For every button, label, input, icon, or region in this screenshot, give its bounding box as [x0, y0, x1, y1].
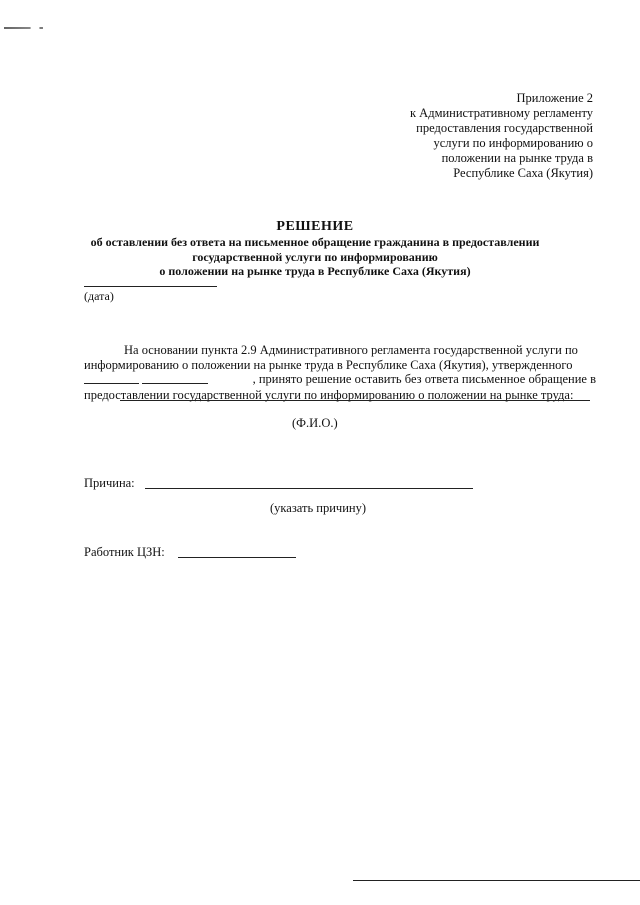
reason-label: Причина:	[84, 476, 135, 490]
appendix-line: Приложение 2	[516, 91, 593, 105]
title-sub-line: об оставлении без ответа на письменное обращение гражданина в предоставлении	[90, 235, 540, 249]
footer-divider	[353, 880, 640, 881]
fio-field-line[interactable]	[120, 400, 590, 401]
scan-artifact	[4, 27, 48, 29]
date-field-line[interactable]	[84, 286, 217, 287]
appendix-line: услуги по информированию о	[433, 136, 593, 150]
body-line: информированию о положении на рынке труда в Республике Саха (Якутия), утвержденного	[84, 357, 573, 372]
worker-label: Работник ЦЗН:	[84, 545, 165, 559]
reason-caption: (указать причину)	[270, 501, 367, 515]
appendix-line: предоставления государственной	[416, 121, 593, 135]
appendix-line: к Административному регламенту	[409, 106, 593, 120]
appendix-line: положении на рынке труда в	[441, 151, 593, 165]
appendix-line: Республике Саха (Якутия)	[453, 166, 593, 180]
fio-caption: (Ф.И.О.)	[292, 416, 338, 430]
title-main: РЕШЕНИЕ	[276, 219, 354, 234]
document-title	[60, 219, 570, 279]
appendix-reference	[333, 91, 593, 181]
title-sub-line: о положении на рынке труда в Республике Саха (Якутия)	[159, 264, 471, 278]
decision-body	[84, 343, 596, 402]
date-caption: (дата)	[84, 289, 114, 303]
title-sub-line: государственной услуги по информированию	[192, 249, 438, 264]
reason-field-line[interactable]	[145, 488, 473, 489]
body-line-tail: , принято решение оставить без ответа письменное обращение в	[252, 372, 596, 386]
body-line: предоставлении государственной услуги по информированию о положении на рынке труда:	[84, 387, 574, 402]
body-line-with-blank	[84, 372, 596, 388]
worker-field-line[interactable]	[178, 557, 296, 558]
approval-blank-field[interactable]	[84, 372, 208, 388]
body-line: На основании пункта 2.9 Административного регламента государственной услуги по	[124, 343, 578, 357]
